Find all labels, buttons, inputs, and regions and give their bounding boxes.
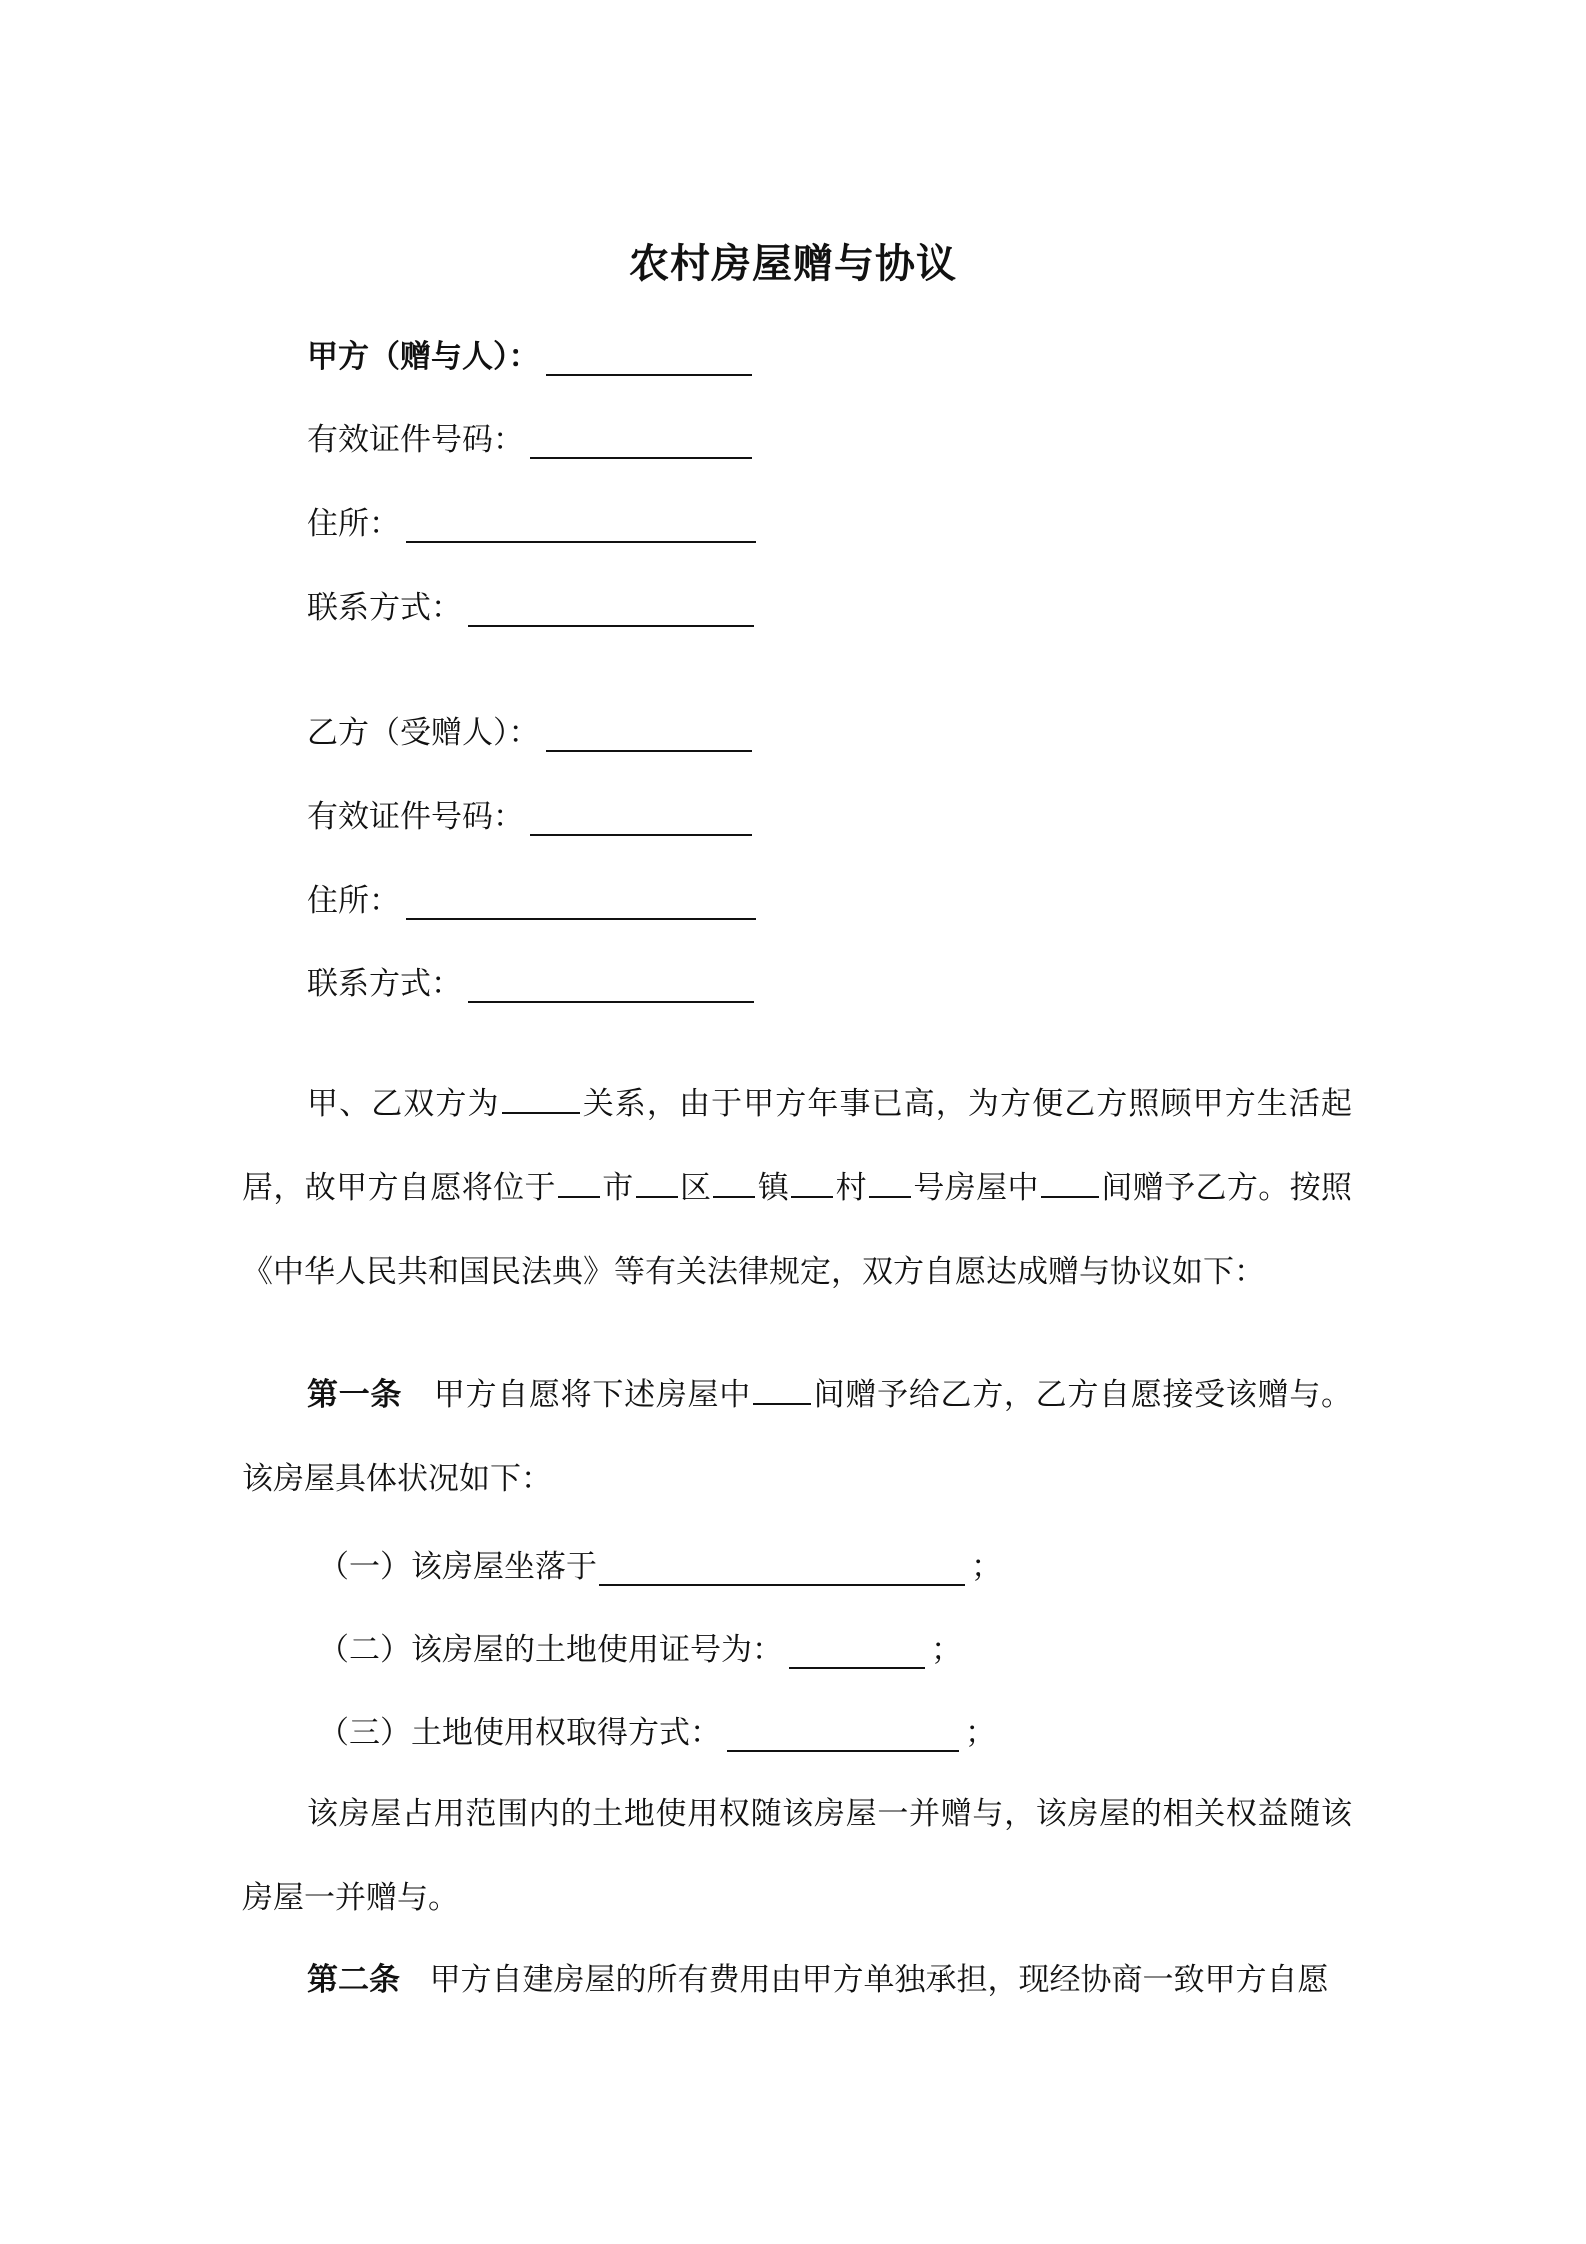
party-a-name-blank[interactable] xyxy=(546,344,752,376)
intro-text-2: 关系，由于甲方年事已高，为方便乙方照顾甲方生活起居，故甲方自愿将位于 xyxy=(242,1086,1353,1206)
intro-house-no: 号房屋中 xyxy=(913,1170,1039,1206)
land-rights-paragraph: 该房屋占用范围内的土地使用权随该房屋一并赠与，该房屋的相关权益随该房屋一并赠与。 xyxy=(242,1796,1352,1916)
land-acquisition-blank[interactable] xyxy=(727,1720,959,1752)
party-a-contact-blank[interactable] xyxy=(468,595,754,627)
party-a-address-blank[interactable] xyxy=(406,511,756,543)
party-b-address-field xyxy=(307,874,756,920)
article-1-paragraph xyxy=(242,1353,1352,1521)
house-location-label: （一）该房屋坐落于 xyxy=(318,1549,597,1585)
party-a-address-label: 住所： xyxy=(307,506,400,542)
house-number-blank[interactable] xyxy=(869,1168,911,1198)
city-blank[interactable] xyxy=(558,1168,600,1198)
land-cert-item xyxy=(318,1623,962,1669)
land-acquisition-label: （三）土地使用权取得方式： xyxy=(318,1715,721,1751)
article-1-text-1: 甲方自愿将下述房屋中 xyxy=(433,1377,751,1413)
party-b-name-field xyxy=(307,706,752,752)
article-1-rooms-blank[interactable] xyxy=(753,1375,811,1405)
party-a-address-field xyxy=(307,497,756,543)
land-acquisition-item xyxy=(318,1706,996,1752)
intro-text-1: 甲、乙双方为 xyxy=(307,1086,500,1122)
party-a-id-field xyxy=(307,413,752,459)
party-b-id-field xyxy=(307,790,752,836)
house-location-item xyxy=(318,1540,1002,1586)
article-2-text: 甲方自建房屋的所有费用由甲方单独承担，现经协商一致甲方自愿 xyxy=(429,1962,1329,1998)
article-1-text-2: 间赠予给乙方，乙方自愿接受该赠与。该房屋具体状况如下： xyxy=(242,1377,1353,1497)
party-b-id-label: 有效证件号码： xyxy=(307,799,524,835)
party-b-contact-blank[interactable] xyxy=(468,971,754,1003)
document-title: 农村房屋赠与协议 xyxy=(629,241,957,287)
party-b-address-label: 住所： xyxy=(307,883,400,919)
party-a-name-field xyxy=(307,330,752,376)
land-cert-label: （二）该房屋的土地使用证号为： xyxy=(318,1632,783,1668)
party-b-name-label: 乙方（受赠人）： xyxy=(307,715,540,751)
party-a-contact-field xyxy=(307,581,754,627)
article-2-paragraph xyxy=(242,1938,1352,2022)
land-cert-blank[interactable] xyxy=(789,1637,925,1669)
party-a-id-label: 有效证件号码： xyxy=(307,422,524,458)
land-acquisition-end: ； xyxy=(965,1715,996,1751)
intro-text-8: 间赠予乙方。按照《中华人民共和国民法典》等有关法律规定，双方自愿达成赠与协议如下： xyxy=(242,1170,1353,1290)
district-blank[interactable] xyxy=(636,1168,678,1198)
rooms-blank[interactable] xyxy=(1041,1168,1099,1198)
intro-village: 村 xyxy=(835,1170,867,1206)
intro-district: 区 xyxy=(679,1170,712,1206)
intro-paragraph xyxy=(242,1062,1352,1314)
town-blank[interactable] xyxy=(713,1168,755,1198)
article-1-heading: 第一条 xyxy=(307,1377,403,1413)
party-a-contact-label: 联系方式： xyxy=(307,590,462,626)
intro-town: 镇 xyxy=(757,1170,790,1206)
party-b-id-blank[interactable] xyxy=(530,804,752,836)
party-b-name-blank[interactable] xyxy=(546,720,752,752)
article-2-heading: 第二条 xyxy=(307,1962,400,1998)
village-blank[interactable] xyxy=(791,1168,833,1198)
party-b-address-blank[interactable] xyxy=(406,888,756,920)
party-b-contact-field xyxy=(307,957,754,1003)
intro-city: 市 xyxy=(601,1170,634,1206)
house-location-blank[interactable] xyxy=(599,1554,965,1586)
party-a-id-blank[interactable] xyxy=(530,427,752,459)
house-location-end: ； xyxy=(971,1549,1002,1585)
relationship-blank[interactable] xyxy=(502,1084,580,1114)
party-b-contact-label: 联系方式： xyxy=(307,966,462,1002)
land-cert-end: ； xyxy=(931,1632,962,1668)
party-a-name-label: 甲方（赠与人）： xyxy=(307,339,540,375)
